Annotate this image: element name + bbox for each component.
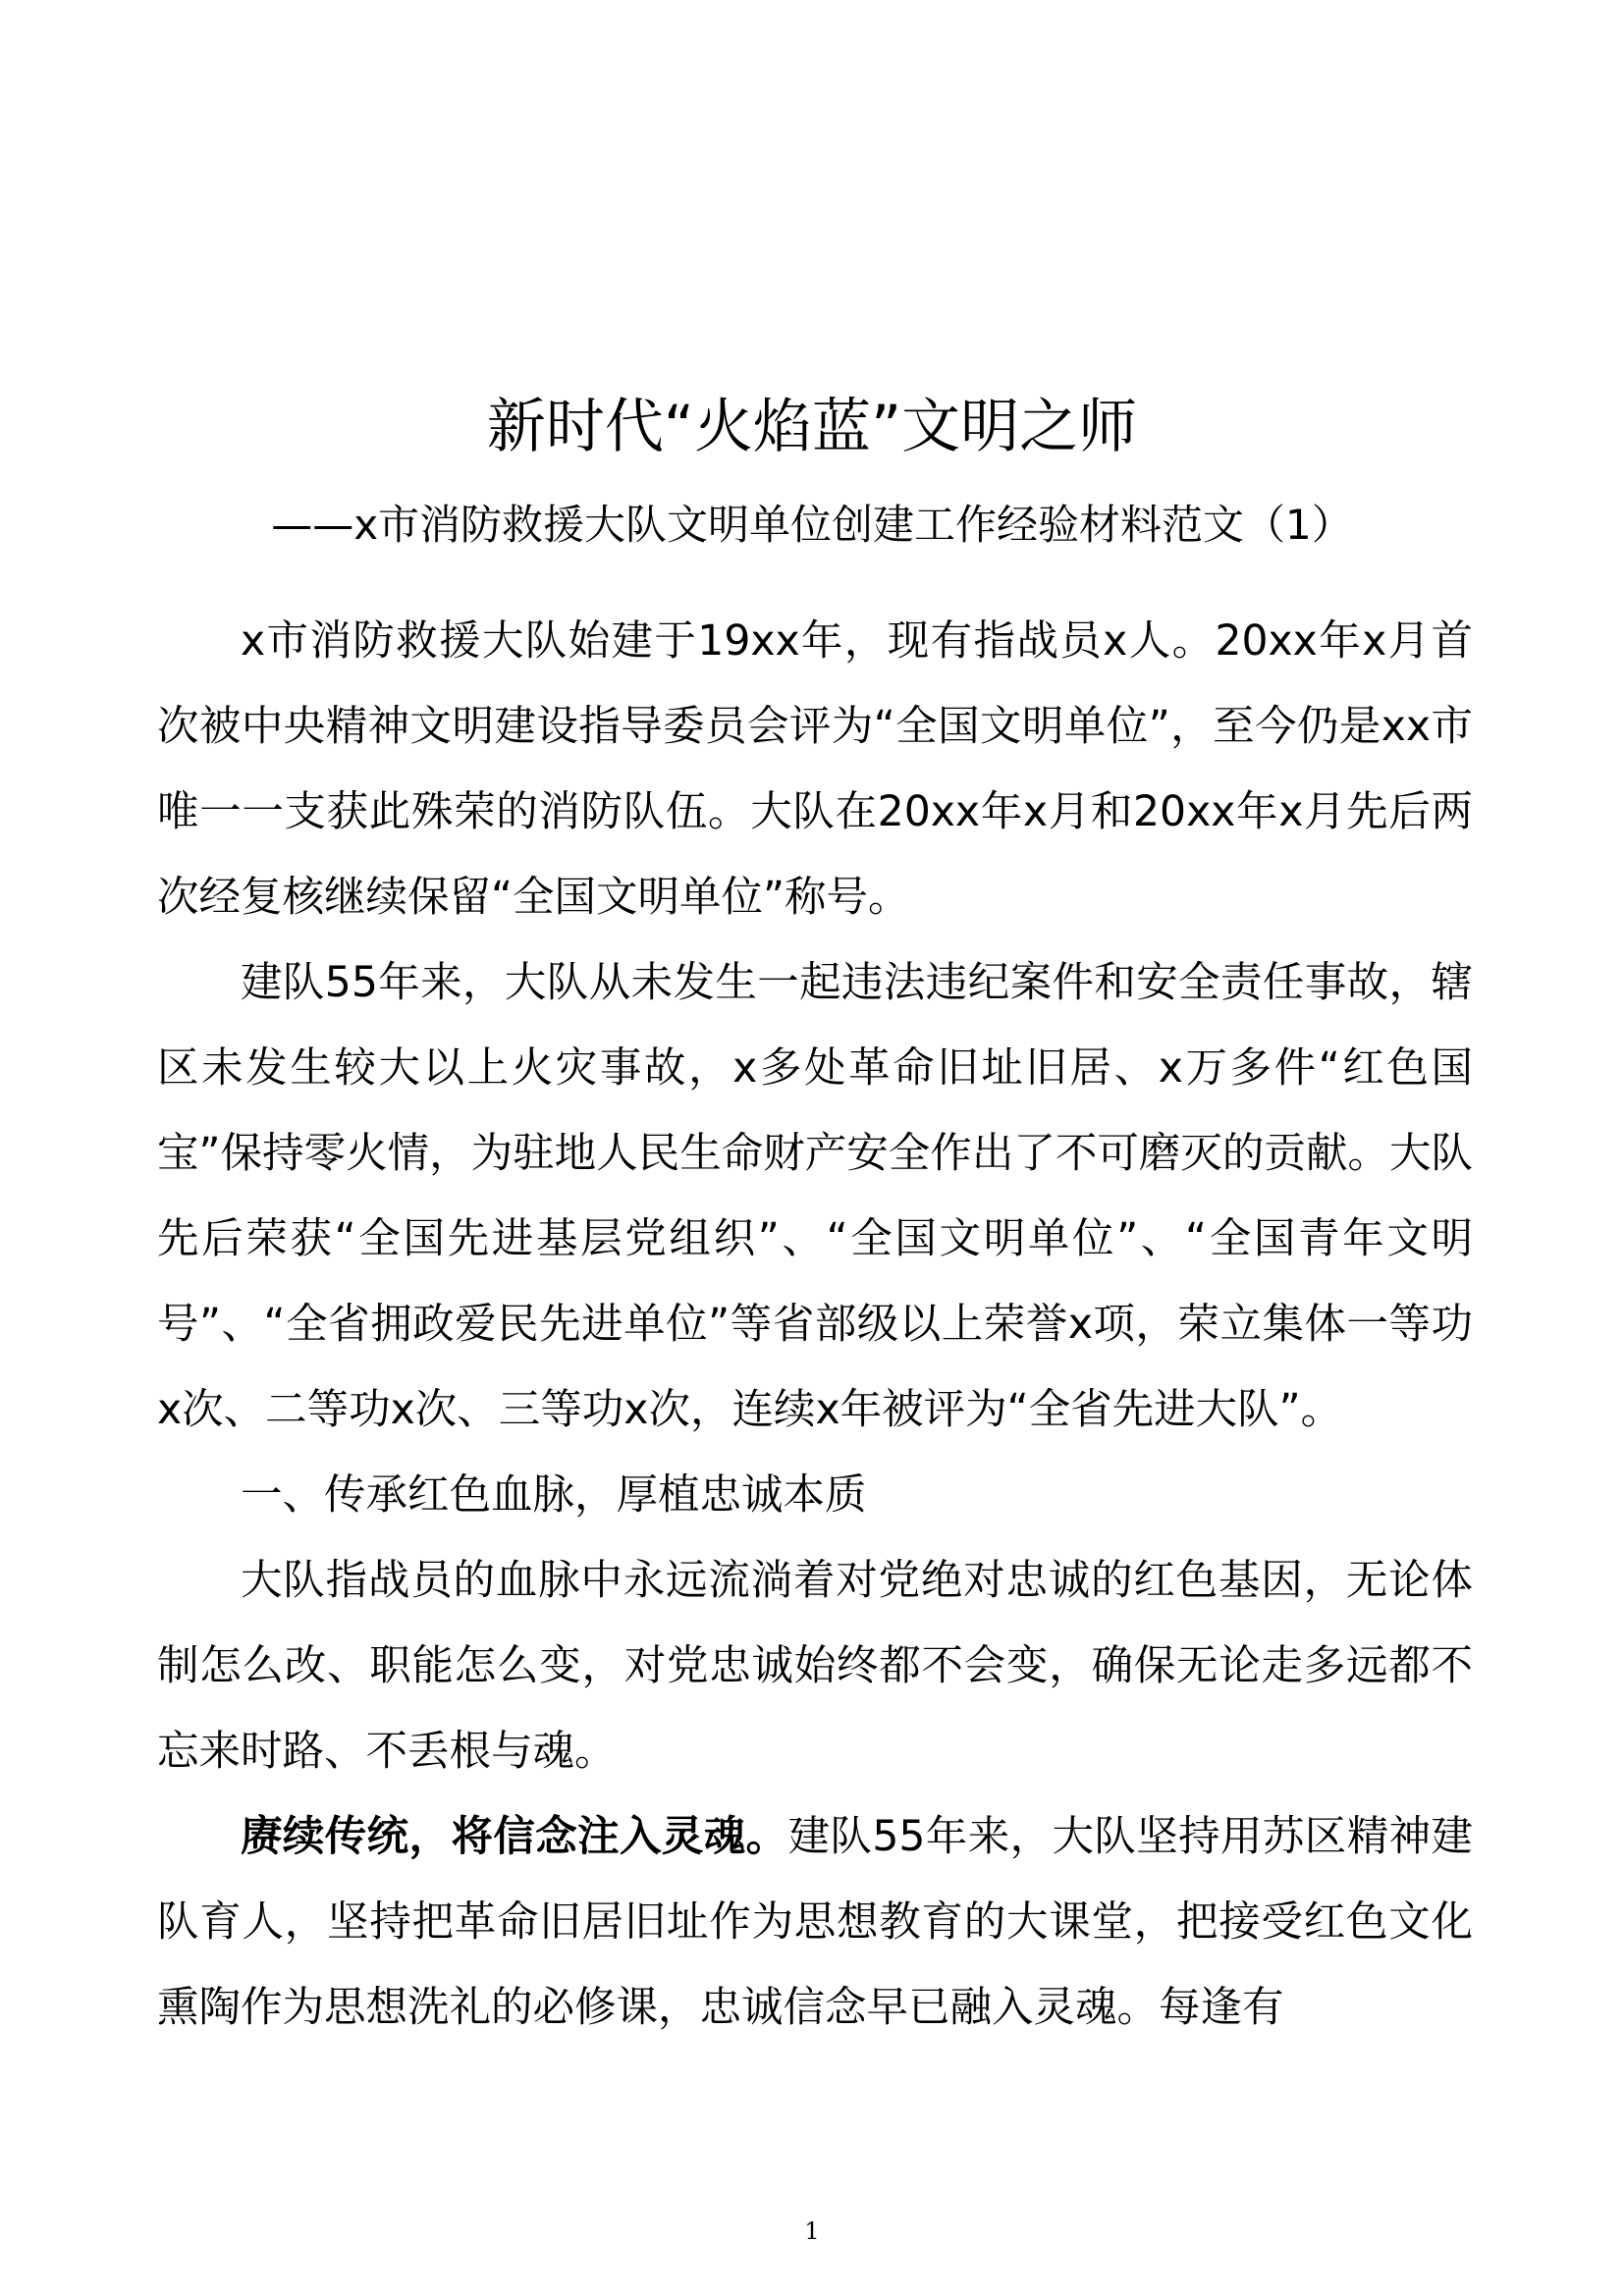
paragraph-red-gene: 大队指战员的血脉中永远流淌着对党绝对忠诚的红色基因，无论体制怎么改、职能怎么变，对党忠诚始终都不会变，确保无论走多远都不忘来时路、不丢根与魂。 [157, 1557, 1473, 1776]
paragraph-achievements: 建队55年来，大队从未发生一起违法违纪案件和安全责任事故，辖区未发生较大以上火灾事故，x多处革命旧址旧居、x万多件“红色国宝”保持零火情，为驻地人民生命财产安全作出了不可磨灭的贡献。大队先后荣获“全国先进基层党组织”、“全国文明单位”、“全国青年文明号”、“全省拥政爱民先进单位”等省部级以上荣誉x项，荣立集体一等功x次、二等功x次、三等功x次，连续x年被评为“全省先进大队”。 [157, 959, 1473, 1434]
page-number: 1 [804, 2217, 820, 2245]
paragraph-tradition [157, 1794, 1473, 2051]
section-heading-1: 一、传承红色血脉，厚植忠诚本质 [241, 1471, 867, 1520]
paragraph-tradition-body: 建队55年来，大队坚持用苏区精神建队育人，坚持把革命旧居旧址作为思想教育的大课堂，把接受红色文化熏陶作为思想洗礼的必修课，忠诚信念早已融入灵魂。每逢有 [157, 1813, 1473, 2032]
paragraph-lead-bold: 赓续传统，将信念注入灵魂。 [241, 1813, 788, 1861]
document-subtitle: ——x市消防救援大队文明单位创建工作经验材料范文（1） [271, 501, 1353, 549]
document-title: 新时代“火焰蓝”文明之师 [486, 393, 1138, 461]
document-body [157, 599, 1473, 2051]
paragraph-intro: x市消防救援大队始建于19xx年，现有指战员x人。20xx年x月首次被中央精神文明建设指导委员会评为“全国文明单位”，至今仍是xx市唯一一支获此殊荣的消防队伍。大队在20xx年x月和20xx年x月先后两次经复核继续保留“全国文明单位”称号。 [157, 617, 1473, 922]
